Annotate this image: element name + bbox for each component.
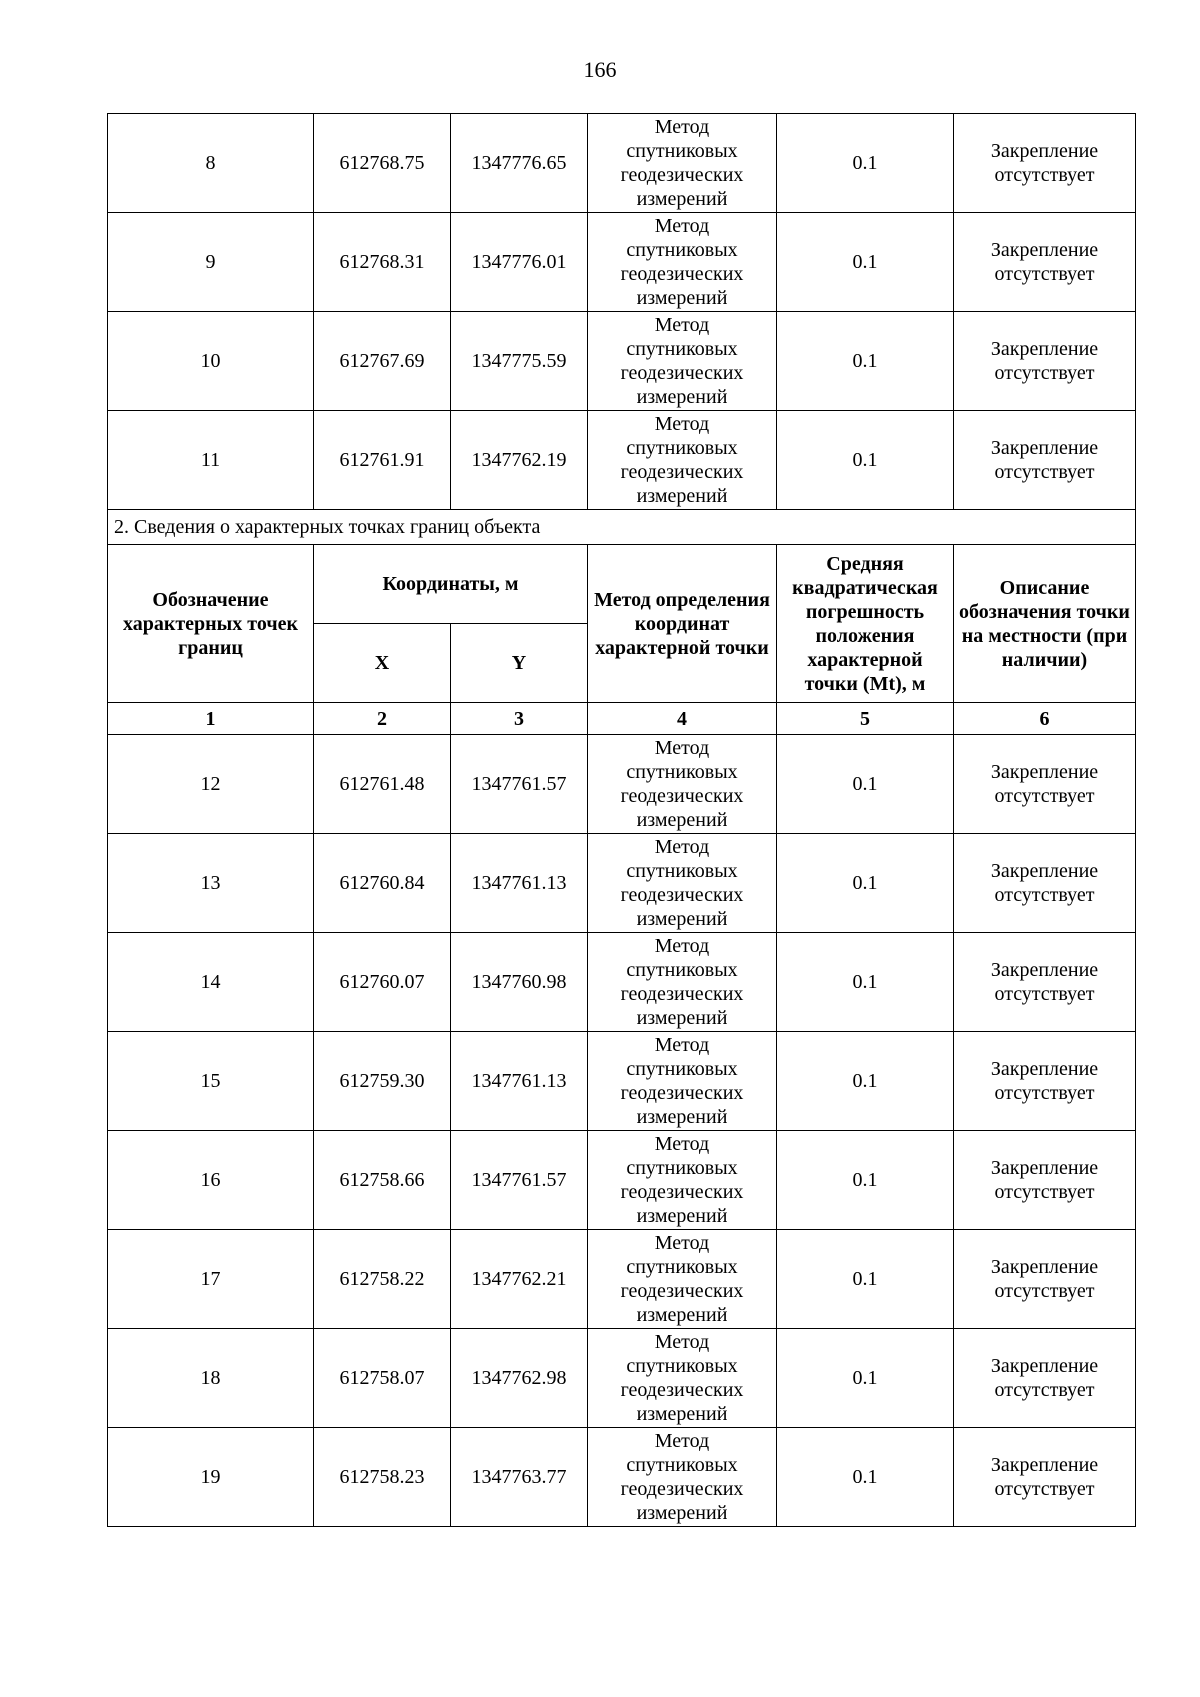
x-coordinate-cell: 612761.91 — [314, 411, 451, 510]
method-cell: Метод спутниковых геодезических измерений — [588, 1131, 777, 1230]
error-cell: 0.1 — [777, 735, 954, 834]
column-number-2: 2 — [314, 703, 451, 735]
x-coordinate-cell: 612761.48 — [314, 735, 451, 834]
x-coordinate-cell: 612758.22 — [314, 1230, 451, 1329]
error-cell: 0.1 — [777, 1230, 954, 1329]
point-id-cell: 15 — [108, 1032, 314, 1131]
header-description: Описание обозначения точки на местности (при наличии) — [954, 545, 1136, 703]
table-row — [108, 1032, 1136, 1131]
x-coordinate-cell: 612760.84 — [314, 834, 451, 933]
table-row — [108, 411, 1136, 510]
description-cell: Закрепление отсутствует — [954, 834, 1136, 933]
description-cell: Закрепление отсутствует — [954, 735, 1136, 834]
point-id-cell: 17 — [108, 1230, 314, 1329]
page-number: 166 — [583, 57, 617, 82]
error-cell: 0.1 — [777, 1329, 954, 1428]
header-y: Y — [451, 624, 588, 703]
header-coordinates: Координаты, м — [314, 545, 588, 624]
description-cell: Закрепление отсутствует — [954, 411, 1136, 510]
y-coordinate-cell: 1347762.98 — [451, 1329, 588, 1428]
column-number-4: 4 — [588, 703, 777, 735]
point-id-cell: 16 — [108, 1131, 314, 1230]
boundary-points-table — [107, 113, 1136, 1527]
x-coordinate-cell: 612767.69 — [314, 312, 451, 411]
x-coordinate-cell: 612759.30 — [314, 1032, 451, 1131]
method-cell: Метод спутниковых геодезических измерений — [588, 213, 777, 312]
table-header — [108, 510, 1136, 735]
description-cell: Закрепление отсутствует — [954, 1329, 1136, 1428]
point-id-cell: 18 — [108, 1329, 314, 1428]
y-coordinate-cell: 1347776.65 — [451, 114, 588, 213]
method-cell: Метод спутниковых геодезических измерений — [588, 1428, 777, 1527]
error-cell: 0.1 — [777, 1428, 954, 1527]
error-cell: 0.1 — [777, 114, 954, 213]
section-row — [108, 510, 1136, 545]
table-row — [108, 312, 1136, 411]
error-cell: 0.1 — [777, 1032, 954, 1131]
x-coordinate-cell: 612760.07 — [314, 933, 451, 1032]
description-cell: Закрепление отсутствует — [954, 933, 1136, 1032]
table-row — [108, 114, 1136, 213]
x-coordinate-cell: 612758.23 — [314, 1428, 451, 1527]
point-id-cell: 9 — [108, 213, 314, 312]
table-row — [108, 1428, 1136, 1527]
method-cell: Метод спутниковых геодезических измерений — [588, 834, 777, 933]
y-coordinate-cell: 1347761.57 — [451, 735, 588, 834]
y-coordinate-cell: 1347761.57 — [451, 1131, 588, 1230]
error-cell: 0.1 — [777, 933, 954, 1032]
method-cell: Метод спутниковых геодезических измерений — [588, 411, 777, 510]
y-coordinate-cell: 1347761.13 — [451, 834, 588, 933]
description-cell: Закрепление отсутствует — [954, 213, 1136, 312]
table-row — [108, 735, 1136, 834]
table-row — [108, 1329, 1136, 1428]
method-cell: Метод спутниковых геодезических измерений — [588, 1329, 777, 1428]
point-id-cell: 13 — [108, 834, 314, 933]
table-row — [108, 213, 1136, 312]
point-id-cell: 19 — [108, 1428, 314, 1527]
point-id-cell: 14 — [108, 933, 314, 1032]
header-error: Средняя квадратическая погрешность положения характерной точки (Mt), м — [777, 545, 954, 703]
error-cell: 0.1 — [777, 834, 954, 933]
y-coordinate-cell: 1347763.77 — [451, 1428, 588, 1527]
column-number-3: 3 — [451, 703, 588, 735]
y-coordinate-cell: 1347762.19 — [451, 411, 588, 510]
rows-bottom — [108, 735, 1136, 1527]
table-row — [108, 1131, 1136, 1230]
y-coordinate-cell: 1347776.01 — [451, 213, 588, 312]
description-cell: Закрепление отсутствует — [954, 1230, 1136, 1329]
description-cell: Закрепление отсутствует — [954, 114, 1136, 213]
header-x: X — [314, 624, 451, 703]
error-cell: 0.1 — [777, 1131, 954, 1230]
description-cell: Закрепление отсутствует — [954, 1428, 1136, 1527]
x-coordinate-cell: 612768.75 — [314, 114, 451, 213]
header-method: Метод определения координат характерной точки — [588, 545, 777, 703]
table-row — [108, 1230, 1136, 1329]
method-cell: Метод спутниковых геодезических измерений — [588, 735, 777, 834]
point-id-cell: 12 — [108, 735, 314, 834]
x-coordinate-cell: 612758.07 — [314, 1329, 451, 1428]
point-id-cell: 10 — [108, 312, 314, 411]
point-id-cell: 8 — [108, 114, 314, 213]
header-row-1 — [108, 545, 1136, 624]
column-numbers-row — [108, 703, 1136, 735]
error-cell: 0.1 — [777, 411, 954, 510]
description-cell: Закрепление отсутствует — [954, 1032, 1136, 1131]
method-cell: Метод спутниковых геодезических измерений — [588, 1032, 777, 1131]
rows-top — [108, 114, 1136, 510]
y-coordinate-cell: 1347775.59 — [451, 312, 588, 411]
error-cell: 0.1 — [777, 213, 954, 312]
description-cell: Закрепление отсутствует — [954, 312, 1136, 411]
y-coordinate-cell: 1347761.13 — [451, 1032, 588, 1131]
x-coordinate-cell: 612758.66 — [314, 1131, 451, 1230]
header-designation: Обозначение характерных точек границ — [108, 545, 314, 703]
x-coordinate-cell: 612768.31 — [314, 213, 451, 312]
column-number-6: 6 — [954, 703, 1136, 735]
method-cell: Метод спутниковых геодезических измерений — [588, 933, 777, 1032]
table-row — [108, 933, 1136, 1032]
method-cell: Метод спутниковых геодезических измерений — [588, 312, 777, 411]
method-cell: Метод спутниковых геодезических измерений — [588, 114, 777, 213]
point-id-cell: 11 — [108, 411, 314, 510]
column-number-5: 5 — [777, 703, 954, 735]
method-cell: Метод спутниковых геодезических измерений — [588, 1230, 777, 1329]
column-number-1: 1 — [108, 703, 314, 735]
description-cell: Закрепление отсутствует — [954, 1131, 1136, 1230]
y-coordinate-cell: 1347762.21 — [451, 1230, 588, 1329]
table-row — [108, 834, 1136, 933]
section-title: 2. Сведения о характерных точках границ объекта — [108, 510, 1136, 545]
error-cell: 0.1 — [777, 312, 954, 411]
y-coordinate-cell: 1347760.98 — [451, 933, 588, 1032]
